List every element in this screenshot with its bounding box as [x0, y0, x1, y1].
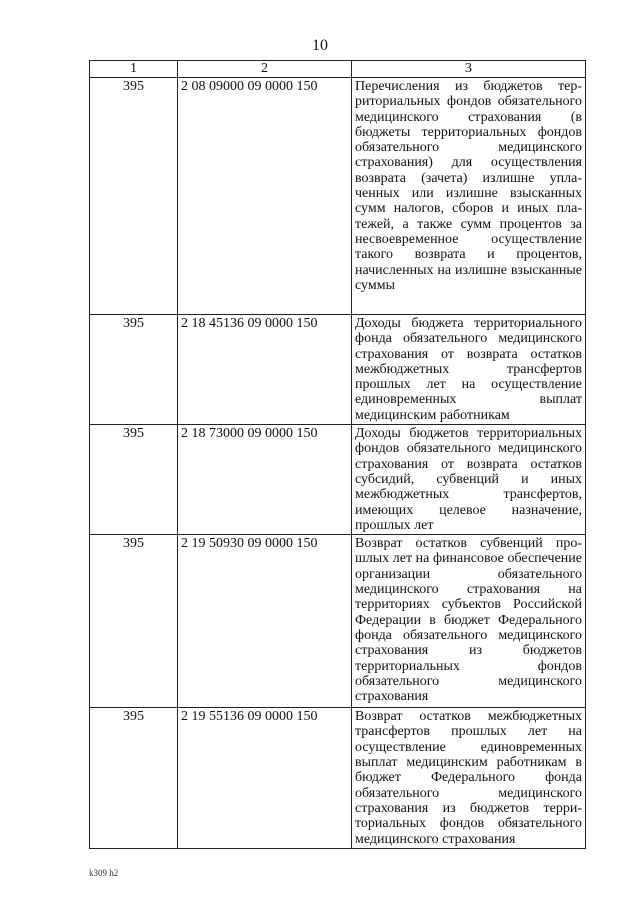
admin-code-cell: 395	[90, 535, 178, 708]
table-row	[90, 425, 586, 535]
table-header-row	[90, 61, 586, 78]
budget-code-cell: 2 19 50930 09 0000 150	[178, 535, 352, 708]
table-row	[90, 78, 586, 315]
budget-code-cell: 2 08 09000 09 0000 150	[178, 78, 352, 315]
column-header-1: 1	[90, 61, 178, 78]
admin-code-cell: 395	[90, 425, 178, 535]
budget-code-cell: 2 18 45136 09 0000 150	[178, 315, 352, 425]
description-cell: Перечисления из бюджетов территориальных фондов обязательного медицинского страхования (в бюджеты территориальных фондов обязательного медицинского страхования) для осуществления возврата (зачета) излишне уплаченных или излишне взысканных сумм налогов, сборов и иных платежей, а также сумм процентов за несвоевременное осуществление такого возврата и процентов, начисленных на излишне взысканные суммы	[352, 78, 586, 315]
description-cell: Доходы бюджетов территориальных фондов обязательного медицинского страхования от возврата остатков субсидий, субвенций и иных межбюджетных трансфертов, имеющих целевое назначение, прошлых лет	[352, 425, 586, 535]
table-row	[90, 535, 586, 708]
budget-code-cell: 2 19 55136 09 0000 150	[178, 708, 352, 849]
admin-code-cell: 395	[90, 708, 178, 849]
column-header-3: 3	[352, 61, 586, 78]
budget-classification-table	[89, 60, 586, 849]
description-cell: Доходы бюджета территориального фонда обязательного медицинского страхования от возврата остатков межбюджетных трансфертов прошлых лет на осуществление единовременных выплат медицинским работникам	[352, 315, 586, 425]
description-cell: Возврат остатков субвенций прошлых лет на финансовое обеспечение организации обязательного медицинского страхования на территориях субъектов Российской Федерации в бюджет Федерального фонда обязательного медицинского страхования из бюджетов территориальных фондов обязательного медицинского страхования	[352, 535, 586, 708]
budget-code-cell: 2 18 73000 09 0000 150	[178, 425, 352, 535]
description-cell: Возврат остатков межбюджетных трансфертов прошлых лет на осуществление единовременных выплат медицинским работникам в бюджет Федерального фонда обязательного медицинского страхования из бюджетов территориальных фондов обязательного медицинского страхования	[352, 708, 586, 849]
column-header-2: 2	[178, 61, 352, 78]
table-row	[90, 708, 586, 849]
footer-document-code: k309 h2	[89, 868, 119, 878]
admin-code-cell: 395	[90, 78, 178, 315]
table-row	[90, 315, 586, 425]
page-number: 10	[312, 37, 328, 54]
admin-code-cell: 395	[90, 315, 178, 425]
